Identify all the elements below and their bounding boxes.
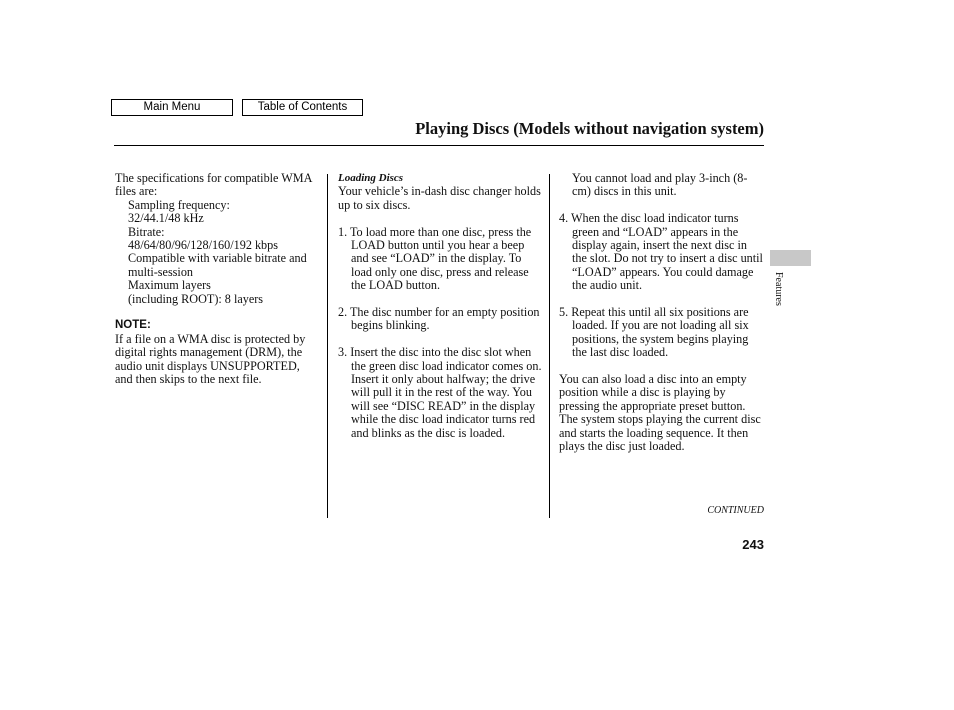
- spec-line: 48/64/80/96/128/160/192 kbps: [128, 238, 278, 253]
- loading-discs-heading: Loading Discs: [338, 172, 404, 184]
- section-tab-label: Features: [773, 272, 784, 306]
- disc-size-note: You cannot load and play 3-inch (8-cm) discs in this unit.: [572, 171, 748, 199]
- spec-line: Compatible with variable bitrate and multi-session: [128, 251, 307, 279]
- column-1: [115, 172, 320, 386]
- spec-line: Maximum layers: [128, 278, 211, 293]
- wma-spec-list: [115, 199, 320, 306]
- section-tab-marker: [770, 250, 811, 266]
- preset-load-text: You can also load a disc into an empty position while a disc is playing by pressing the appropriate preset button. The system stops playing the current disc and starts the loading sequence. It then plays the disc just loaded.: [559, 372, 761, 454]
- step-item: 2. The disc number for an empty position begins blinking.: [338, 305, 540, 333]
- spec-line: Bitrate:: [128, 224, 165, 239]
- table-of-contents-button[interactable]: Table of Contents: [242, 99, 363, 116]
- note-text: If a file on a WMA disc is protected by digital rights management (DRM), the audio unit displays UNSUPPORTED, and then skips to the next file.: [115, 331, 306, 387]
- continued-label: CONTINUED: [707, 505, 764, 516]
- page-number: 243: [742, 537, 764, 552]
- column-divider-1: [327, 174, 328, 518]
- note-label: NOTE:: [115, 319, 151, 332]
- spec-line: 32/44.1/48 kHz: [128, 211, 204, 226]
- spec-line: (including ROOT): 8 layers: [128, 291, 264, 306]
- changer-intro: Your vehicle’s in-dash disc changer holds up to six discs.: [338, 184, 541, 212]
- step-item: 3. Insert the disc into the disc slot when the green disc load indicator comes on. Insert it only about halfway; the drive will pull it in the rest of the way. You will see “DISC READ” in the display while the disc load indicator turns red and blinks as the disc is loaded.: [338, 345, 542, 440]
- page-title: Playing Discs (Models without navigation system): [415, 119, 764, 138]
- spec-line: Sampling frequency:: [128, 197, 230, 212]
- step-item: 4. When the disc load indicator turns green and “LOAD” appears in the display again, insert the next disc in the slot. Do not try to insert a disc until “LOAD” appears. You could damage the audio unit.: [559, 211, 763, 293]
- title-rule: [114, 145, 764, 146]
- wma-intro: The specifications for compatible WMA files are:: [115, 171, 312, 199]
- column-divider-2: [549, 174, 550, 518]
- step-item: 5. Repeat this until all six positions are loaded. If you are not loading all six positions, the system begins playing the last disc loaded.: [559, 305, 749, 360]
- column-2: [338, 172, 543, 440]
- main-menu-button[interactable]: Main Menu: [111, 99, 233, 116]
- column-3: [559, 172, 764, 453]
- step-item: 1. To load more than one disc, press the LOAD button until you hear a beep and see “LOAD” in the display. To load only one disc, press and release the LOAD button.: [338, 224, 532, 293]
